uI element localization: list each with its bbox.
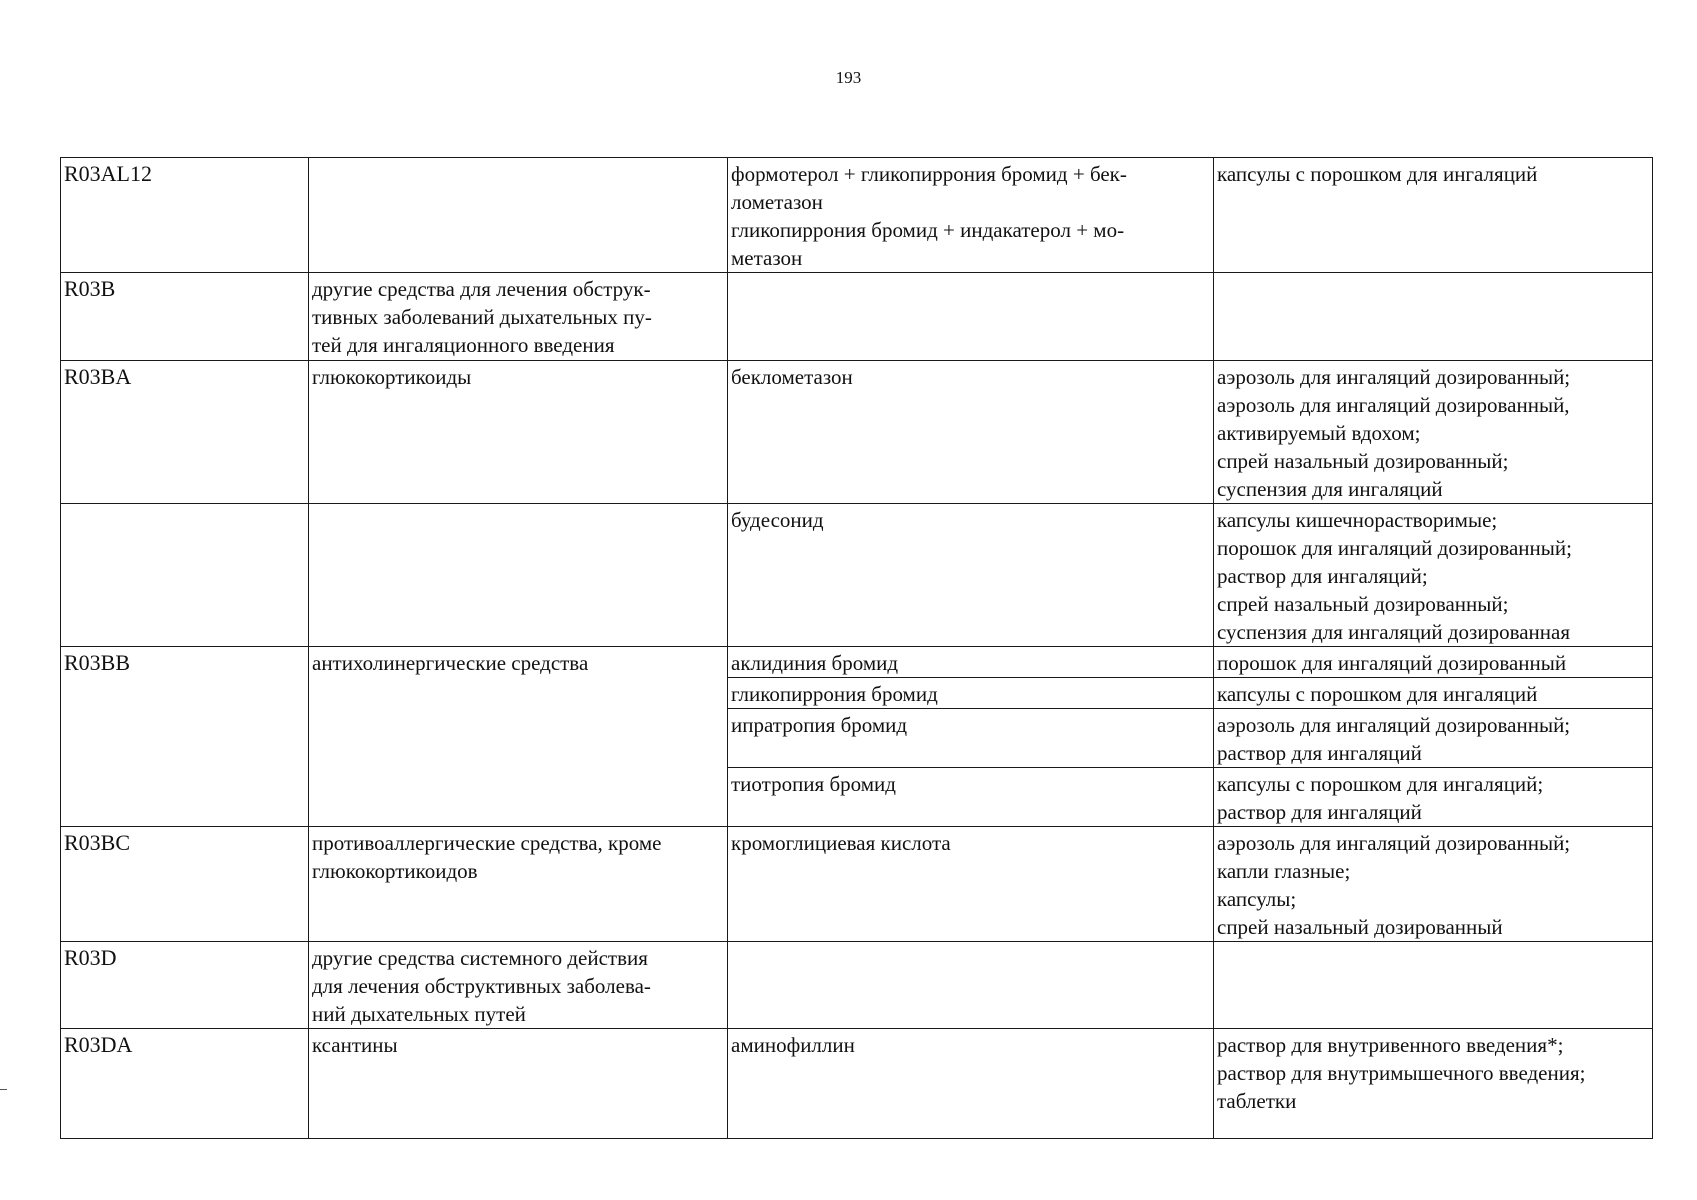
- dosage-form-line: капсулы с порошком для ингаляций;: [1217, 772, 1544, 796]
- group-line: ний дыхательных путей: [312, 1002, 526, 1026]
- dosage-form-cell: [1214, 768, 1653, 827]
- dosage-form-cell: [1214, 678, 1653, 709]
- atc-code-cell: R03D: [61, 942, 309, 1029]
- substance-cell: [728, 942, 1214, 1029]
- table-row: [61, 942, 1653, 1029]
- group-cell: [309, 361, 728, 504]
- dosage-form-line: спрей назальный дозированный;: [1217, 592, 1509, 616]
- margin-mark: [0, 1089, 7, 1090]
- substance-cell: [728, 158, 1214, 273]
- dosage-form-line: таблетки: [1217, 1089, 1297, 1113]
- substance-cell: [728, 827, 1214, 942]
- group-line: тей для ингаляционного введения: [312, 333, 615, 357]
- substance-line: лометазон: [731, 190, 823, 214]
- dosage-form-line: капсулы;: [1217, 887, 1297, 911]
- dosage-form-line: спрей назальный дозированный: [1217, 915, 1503, 939]
- dosage-form-line: аэрозоль для ингаляций дозированный;: [1217, 365, 1571, 389]
- group-cell: [309, 1029, 728, 1139]
- group-cell: [309, 827, 728, 942]
- group-cell: [309, 158, 728, 273]
- substance-line: тиотропия бромид: [731, 772, 896, 796]
- dosage-form-line: порошок для ингаляций дозированный;: [1217, 536, 1572, 560]
- substance-cell: [728, 504, 1214, 647]
- dosage-form-line: аэрозоль для ингаляций дозированный;: [1217, 831, 1571, 855]
- dosage-form-cell: [1214, 158, 1653, 273]
- atc-code-cell: R03BB: [61, 647, 309, 827]
- dosage-form-line: порошок для ингаляций дозированный: [1217, 651, 1567, 675]
- atc-code-cell: [61, 504, 309, 647]
- group-cell: [309, 504, 728, 647]
- atc-code-cell: R03B: [61, 273, 309, 361]
- substance-line: аминофиллин: [731, 1033, 855, 1057]
- substance-line: беклометазон: [731, 365, 853, 389]
- dosage-form-line: раствор для внутримышечного введения;: [1217, 1061, 1586, 1085]
- group-line: ксантины: [312, 1033, 398, 1057]
- dosage-form-cell: [1214, 942, 1653, 1029]
- dosage-form-cell: [1214, 1029, 1653, 1139]
- substance-cell: [728, 273, 1214, 361]
- table-row: [61, 361, 1653, 504]
- dosage-form-cell: [1214, 647, 1653, 678]
- substance-cell: [728, 361, 1214, 504]
- dosage-form-cell: [1214, 827, 1653, 942]
- substance-line: формотерол + гликопиррония бромид + бек-: [731, 162, 1127, 186]
- atc-code-cell: R03DA: [61, 1029, 309, 1139]
- dosage-form-line: капсулы кишечнорастворимые;: [1217, 508, 1498, 532]
- substance-cell: [728, 678, 1214, 709]
- substance-cell: [728, 709, 1214, 768]
- dosage-form-line: активируемый вдохом;: [1217, 421, 1421, 445]
- dosage-form-line: спрей назальный дозированный;: [1217, 449, 1509, 473]
- group-line: другие средства для лечения обструк-: [312, 277, 651, 301]
- dosage-form-line: капсулы с порошком для ингаляций: [1217, 162, 1538, 186]
- substance-line: будесонид: [731, 508, 824, 532]
- group-line: для лечения обструктивных заболева-: [312, 974, 651, 998]
- group-line: другие средства системного действия: [312, 946, 648, 970]
- group-cell: [309, 942, 728, 1029]
- substance-line: ипратропия бромид: [731, 713, 908, 737]
- atc-code-cell: R03BA: [61, 361, 309, 504]
- atc-code-cell: R03AL12: [61, 158, 309, 273]
- dosage-form-cell: [1214, 504, 1653, 647]
- substance-line: метазон: [731, 246, 803, 270]
- dosage-form-line: суспензия для ингаляций дозированная: [1217, 620, 1571, 644]
- table-row: [61, 158, 1653, 273]
- group-line: глюкокортикоиды: [312, 365, 472, 389]
- substance-cell: [728, 1029, 1214, 1139]
- dosage-form-line: капсулы с порошком для ингаляций: [1217, 682, 1538, 706]
- dosage-form-line: аэрозоль для ингаляций дозированный;: [1217, 713, 1571, 737]
- dosage-form-line: раствор для ингаляций;: [1217, 564, 1428, 588]
- dosage-form-line: капли глазные;: [1217, 859, 1351, 883]
- substance-line: кромоглициевая кислота: [731, 831, 951, 855]
- dosage-form-cell: [1214, 361, 1653, 504]
- dosage-form-line: раствор для ингаляций: [1217, 800, 1422, 824]
- table-row: [61, 1029, 1653, 1139]
- substance-line: аклидиния бромид: [731, 651, 899, 675]
- substance-cell: [728, 768, 1214, 827]
- dosage-form-cell: [1214, 273, 1653, 361]
- table-row: [61, 504, 1653, 647]
- group-line: тивных заболеваний дыхательных пу-: [312, 305, 652, 329]
- table-row: [61, 827, 1653, 942]
- table-row: [61, 273, 1653, 361]
- table-row: [61, 647, 1653, 678]
- dosage-form-line: суспензия для ингаляций: [1217, 477, 1443, 501]
- substance-cell: [728, 647, 1214, 678]
- group-cell: [309, 273, 728, 361]
- group-line: глюкокортикоидов: [312, 859, 478, 883]
- dosage-form-cell: [1214, 709, 1653, 768]
- substance-line: гликопиррония бромид + индакатерол + мо-: [731, 218, 1125, 242]
- page-number: 193: [835, 68, 862, 87]
- group-line: противоаллергические средства, кроме: [312, 831, 662, 855]
- dosage-form-line: раствор для ингаляций: [1217, 741, 1422, 765]
- dosage-form-line: раствор для внутривенного введения*;: [1217, 1033, 1564, 1057]
- dosage-form-line: аэрозоль для ингаляций дозированный,: [1217, 393, 1570, 417]
- group-line: антихолинергические средства: [312, 651, 589, 675]
- drug-classification-table: [60, 157, 1653, 1139]
- group-cell: [309, 647, 728, 827]
- atc-code-cell: R03BC: [61, 827, 309, 942]
- substance-line: гликопиррония бромид: [731, 682, 938, 706]
